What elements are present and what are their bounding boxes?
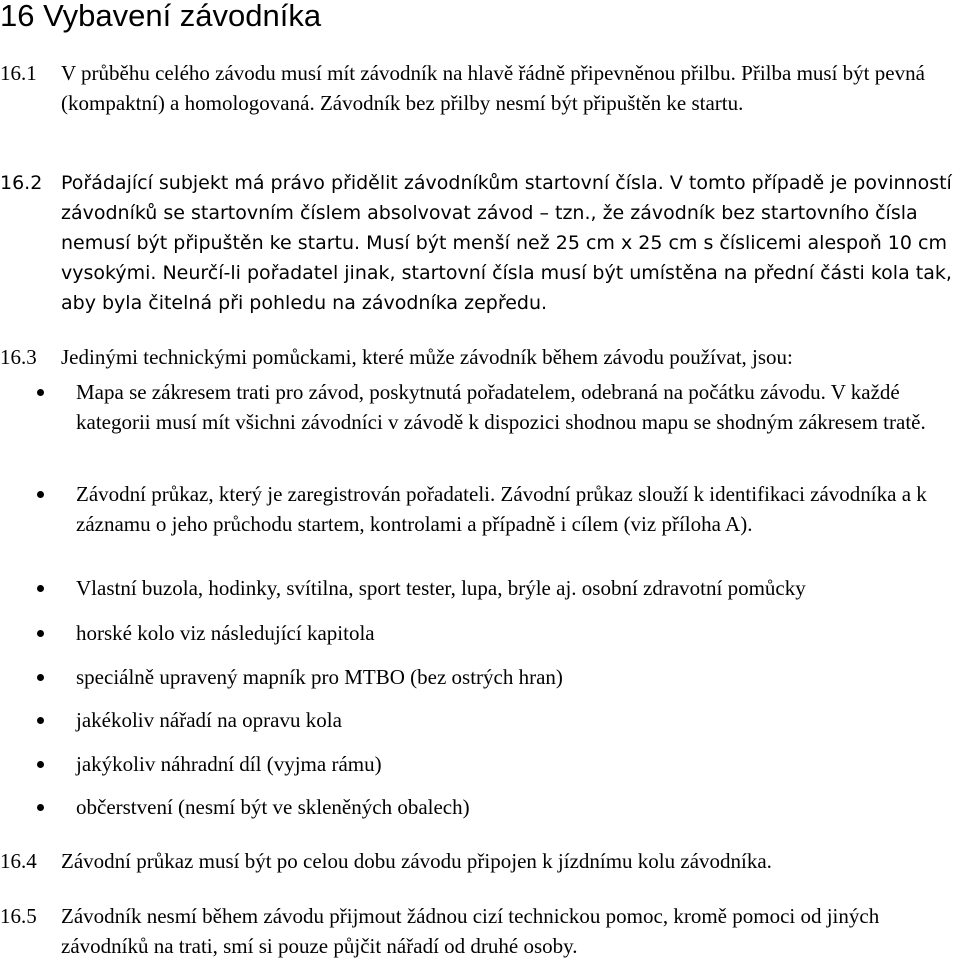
bullet-icon bbox=[37, 491, 44, 498]
section-number: 16.1 bbox=[0, 61, 37, 85]
section-number: 16.5 bbox=[0, 904, 37, 928]
list-item-text: Vlastní buzola, hodinky, svítilna, sport tester, lupa, brýle aj. osobní zdravotní pomůcky bbox=[76, 576, 806, 600]
section-text: Závodník nesmí během závodu přijmout žádnou cizí technickou pomoc, kromě pomoci od jiných závodníků na trati, smí si pouze půjčit nářadí od druhé osoby. bbox=[61, 904, 880, 958]
section-number: 16.3 bbox=[0, 345, 37, 369]
list-item-text: jakékoliv nářadí na opravu kola bbox=[76, 708, 342, 732]
section-number: 16.4 bbox=[0, 849, 37, 873]
list-item-text: Mapa se zákresem trati pro závod, poskytnutá pořadatelem, odebraná na počátku závodu. V každé kategorii musí mít všichni závodníci v závodě k dispozici shodnou mapu se shodným zákresem tratě. bbox=[76, 380, 926, 434]
bullet-icon bbox=[37, 585, 44, 592]
bullet-icon bbox=[37, 674, 44, 681]
list-item-text: horské kolo viz následující kapitola bbox=[76, 621, 375, 645]
list-item-text: jakýkoliv náhradní díl (vyjma rámu) bbox=[76, 752, 382, 776]
bullet-icon bbox=[37, 717, 44, 724]
bullet-icon bbox=[37, 761, 44, 768]
list-item-text: speciálně upravený mapník pro MTBO (bez ostrých hran) bbox=[76, 665, 563, 689]
list-item-text: občerstvení (nesmí být ve skleněných obalech) bbox=[76, 795, 470, 819]
section-text: Jedinými technickými pomůckami, které může závodník během závodu používat, jsou: bbox=[61, 345, 793, 369]
bullet-icon bbox=[37, 630, 44, 637]
section-text: Pořádající subjekt má právo přidělit závodníkům startovní čísla. V tomto případě je povinností závodníků se startovním číslem absolvovat závod – tzn., že závodník bez startovního čísla nemusí být připuštěn ke startu. Musí být menší než 25 cm x 25 cm s číslicemi alespoň 10 cm vysokými. Neurčí-li pořadatel jinak, startovní čísla musí být umístěna na přední části kola tak, aby byla čitelná při pohledu na závodníka zepředu. bbox=[61, 172, 952, 314]
section-text: V průběhu celého závodu musí mít závodník na hlavě řádně připevněnou přilbu. Přilba musí být pevná (kompaktní) a homologovaná. Závodník bez přilby nesmí být připuštěn ke startu. bbox=[61, 61, 925, 115]
list-item-text: Závodní průkaz, který je zaregistrován pořadateli. Závodní průkaz slouží k identifikaci závodníka a k záznamu o jeho průchodu startem, kontrolami a případně i cílem (viz příloha A). bbox=[76, 482, 927, 536]
bullet-icon bbox=[37, 389, 44, 396]
bullet-icon bbox=[37, 804, 44, 811]
page-title: 16 Vybavení závodníka bbox=[0, 0, 322, 33]
section-number: 16.2 bbox=[0, 172, 43, 194]
section-text: Závodní průkaz musí být po celou dobu závodu připojen k jízdnímu kolu závodníka. bbox=[61, 849, 772, 873]
